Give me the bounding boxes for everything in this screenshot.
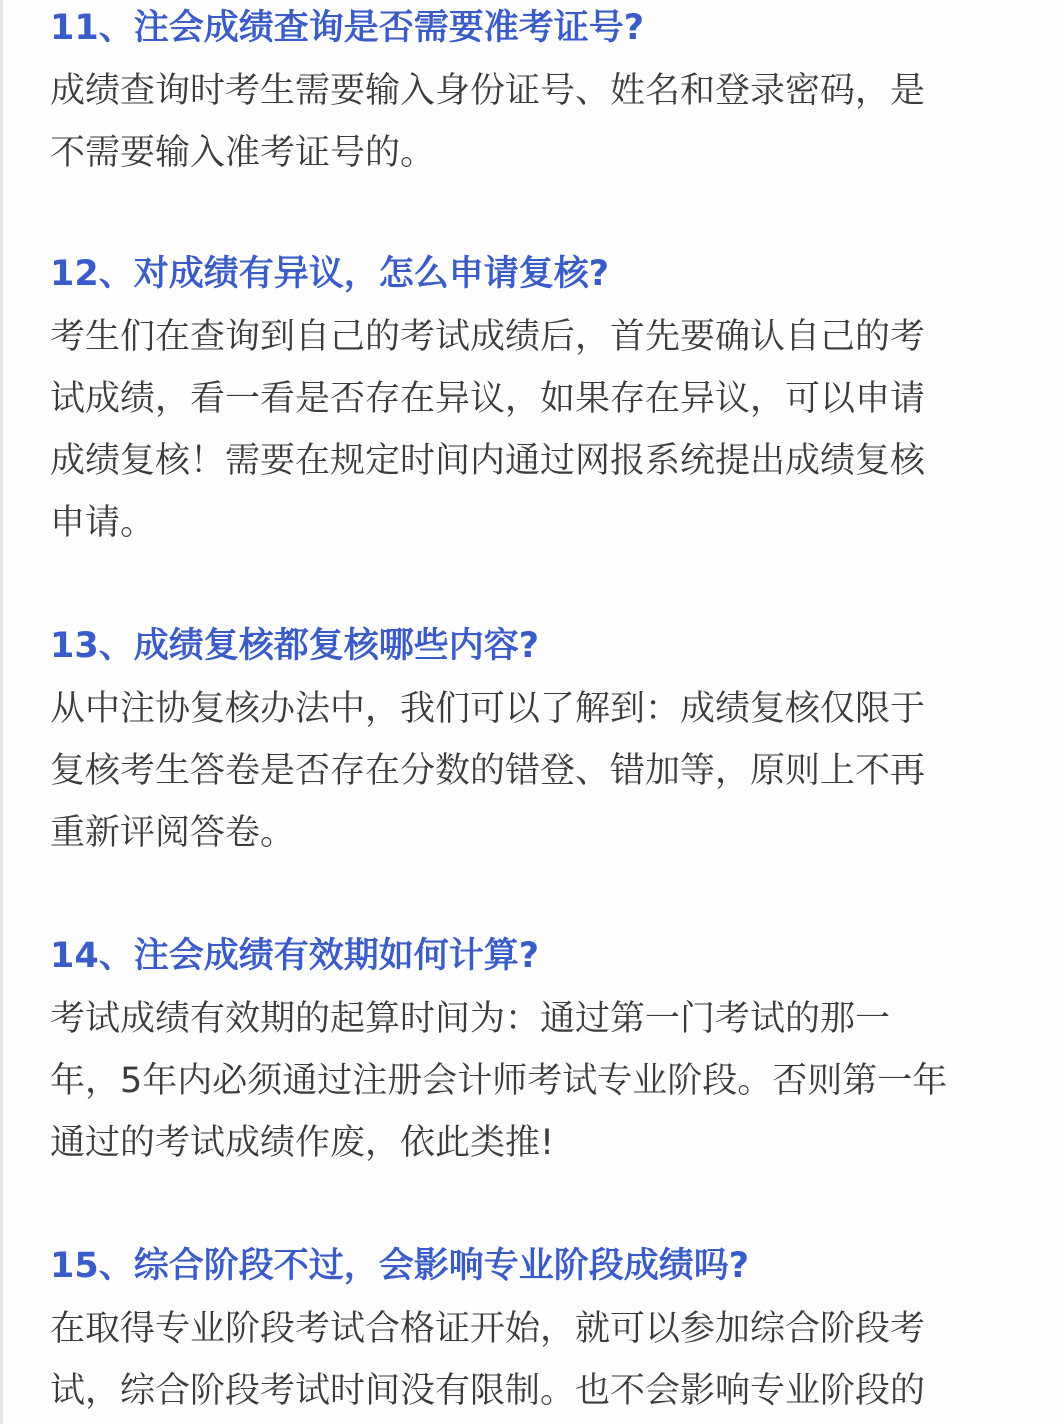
faq-item-14 <box>50 934 1030 1174</box>
faq-answer <box>50 678 1030 864</box>
answer-line: 成绩查询时考生需要输入身份证号、姓名和登录密码，是 <box>50 71 926 111</box>
faq-answer <box>50 306 1030 554</box>
faq-question: 12、对成绩有异议，怎么申请复核? <box>50 254 610 294</box>
answer-line: 复核考生答卷是否存在分数的错登、错加等，原则上不再 <box>50 751 926 791</box>
faq-item-13 <box>50 624 1030 864</box>
faq-question: 15、综合阶段不过，会影响专业阶段成绩吗? <box>50 1246 750 1286</box>
answer-line: 试，综合阶段考试时间没有限制。也不会影响专业阶段的 <box>50 1371 926 1411</box>
answer-line: 考生们在查询到自己的考试成绩后，首先要确认自己的考 <box>50 317 926 357</box>
answer-line: 重新评阅答卷。 <box>50 813 296 853</box>
answer-line: 不需要输入准考证号的。 <box>50 133 436 173</box>
faq-answer <box>50 988 1030 1174</box>
faq-item-12 <box>50 252 1030 554</box>
faq-item-11 <box>50 6 1030 184</box>
faq-question: 14、注会成绩有效期如何计算? <box>50 936 540 976</box>
faq-item-15 <box>50 1244 1030 1422</box>
answer-line: 考试成绩有效期的起算时间为：通过第一门考试的那一 <box>50 999 891 1039</box>
answer-line: 在取得专业阶段考试合格证开始，就可以参加综合阶段考 <box>50 1309 926 1349</box>
page-edge <box>0 0 3 1424</box>
answer-line: 通过的考试成绩作废，依此类推! <box>50 1123 555 1163</box>
faq-question: 11、注会成绩查询是否需要准考证号? <box>50 8 645 48</box>
answer-line: 年，5年内必须通过注册会计师考试专业阶段。否则第一年 <box>50 1061 948 1101</box>
answer-line: 成绩复核！需要在规定时间内通过网报系统提出成绩复核 <box>50 441 926 481</box>
answer-line: 申请。 <box>50 503 156 543</box>
answer-line: 从中注协复核办法中，我们可以了解到：成绩复核仅限于 <box>50 689 926 729</box>
faq-question: 13、成绩复核都复核哪些内容? <box>50 626 540 666</box>
faq-answer <box>50 60 1030 184</box>
faq-answer <box>50 1298 1030 1422</box>
answer-line: 试成绩，看一看是否存在异议，如果存在异议，可以申请 <box>50 379 926 419</box>
